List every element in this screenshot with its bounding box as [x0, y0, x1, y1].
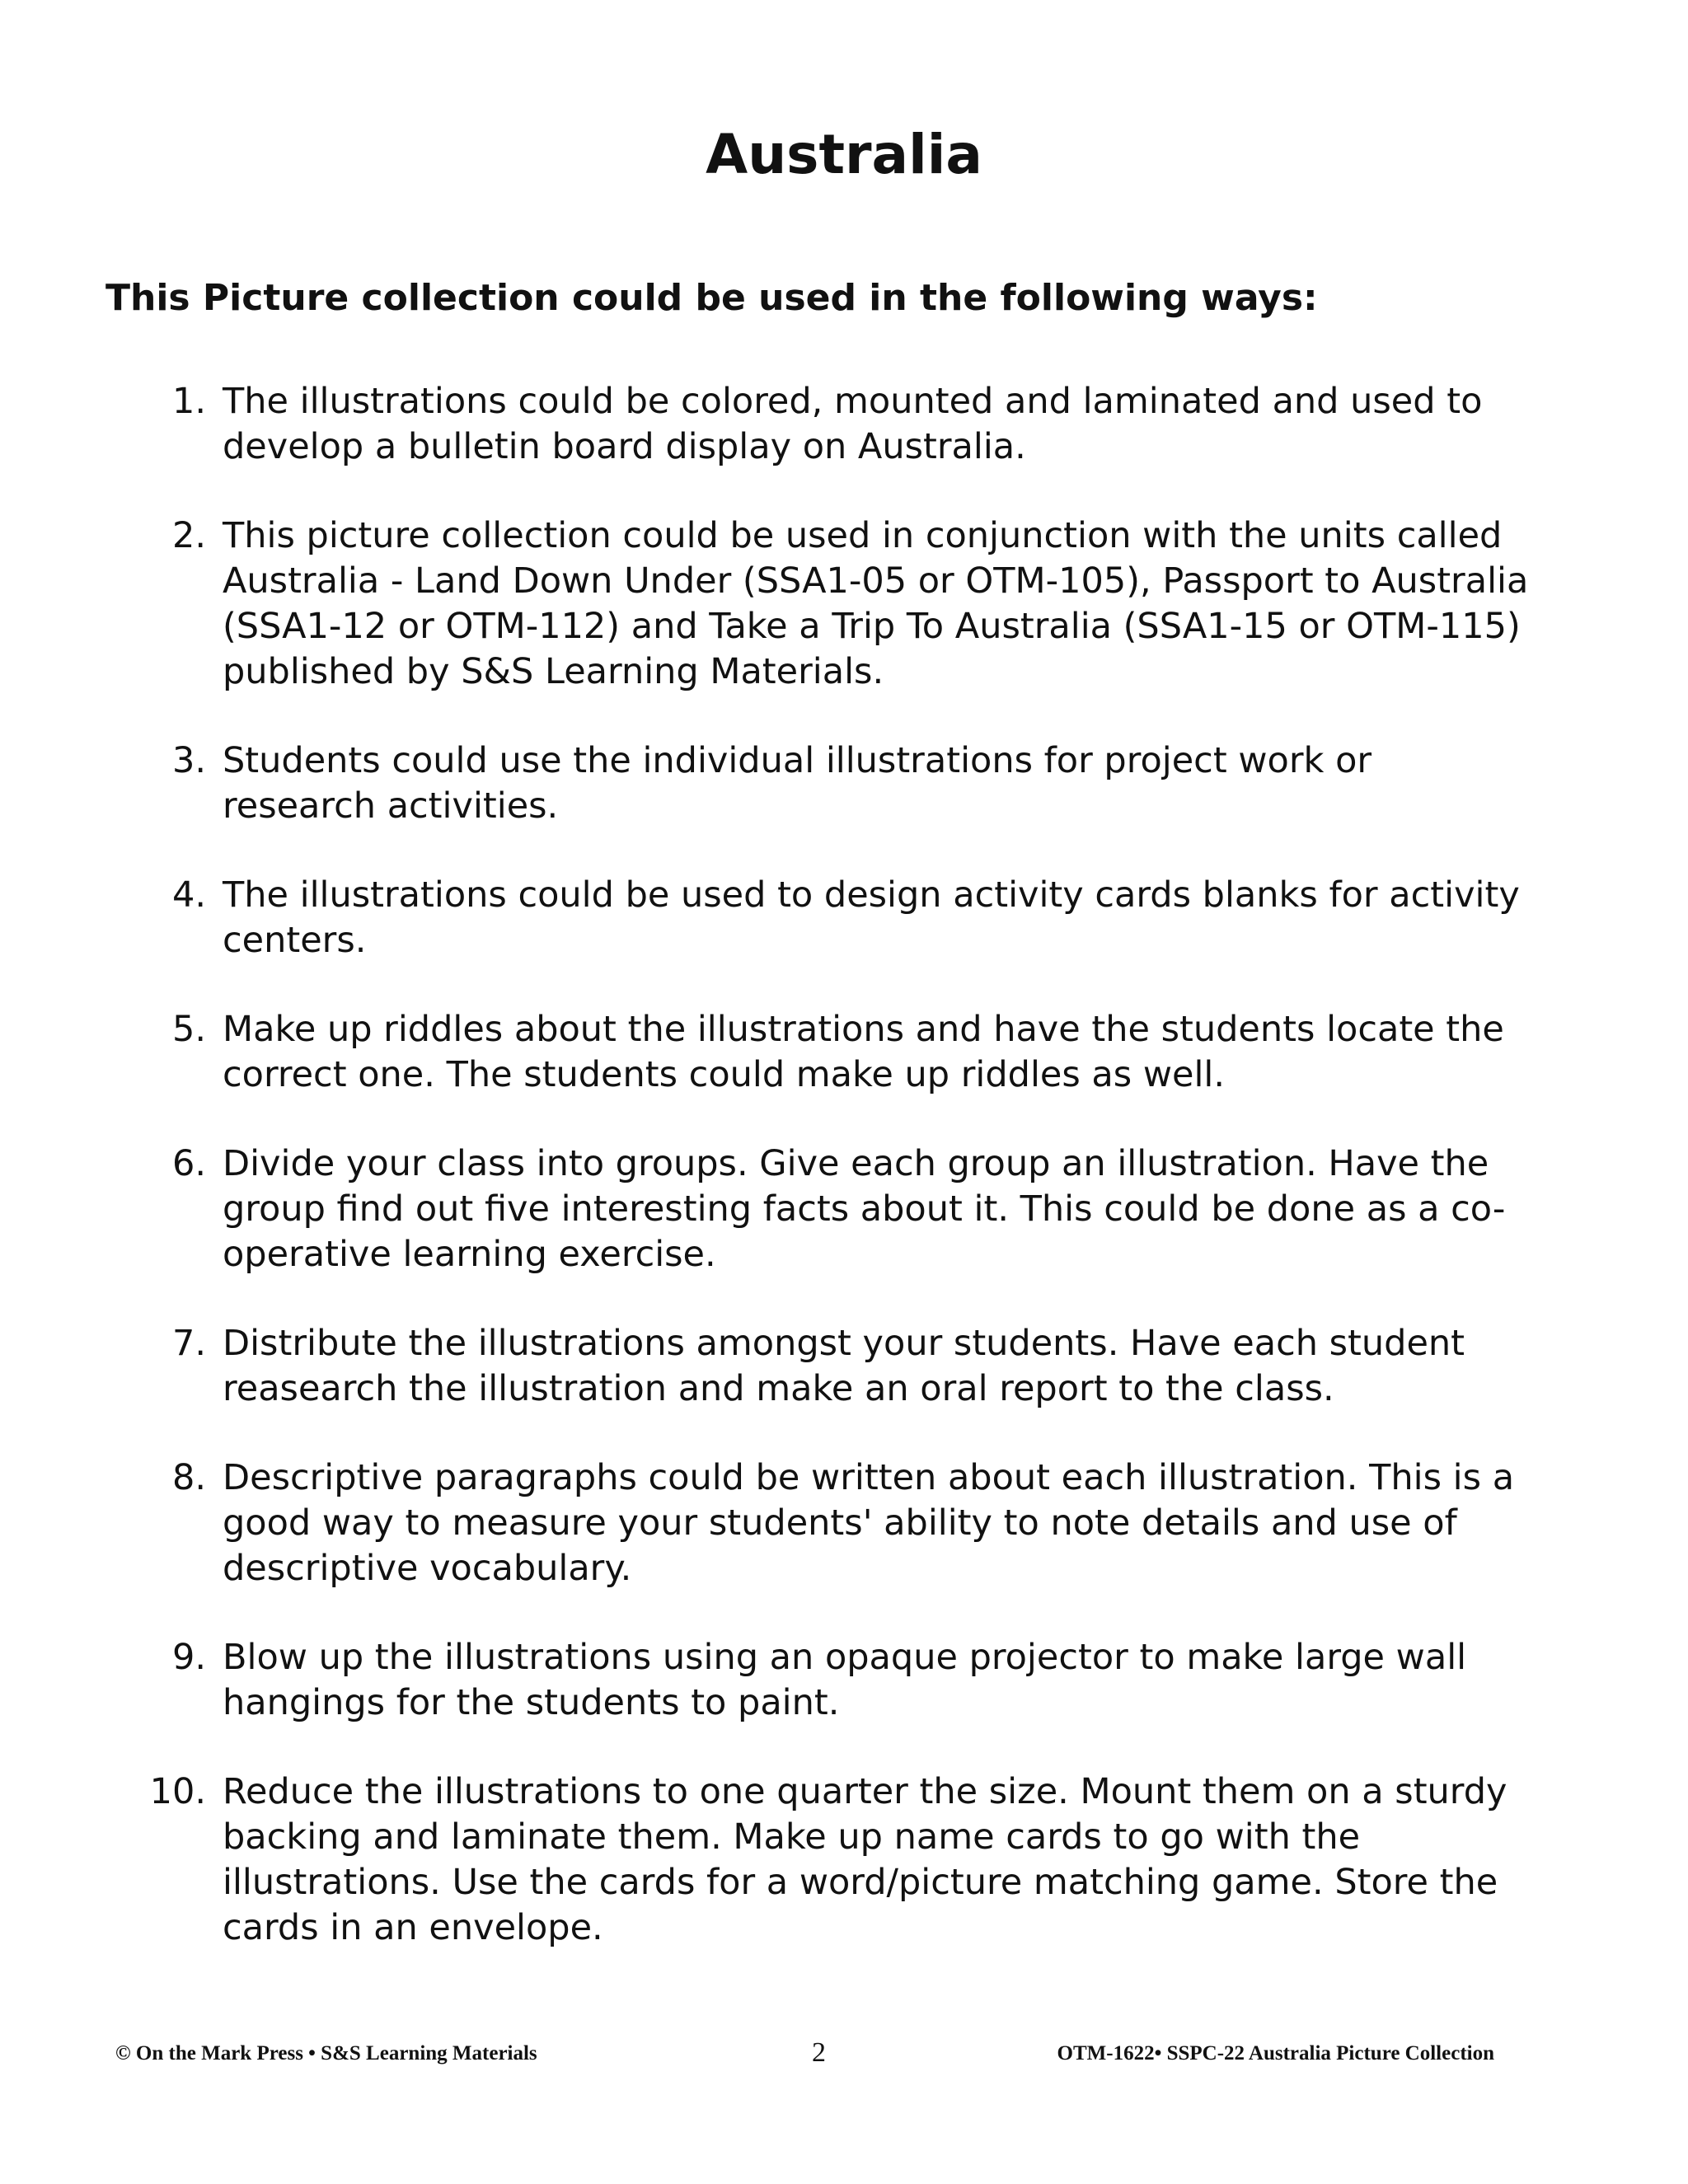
item-number: 2. — [171, 515, 206, 556]
list-item — [148, 1769, 1533, 1951]
list-item — [148, 873, 1533, 963]
page-number: 2 — [812, 2037, 826, 2068]
item-text: Divide your class into groups. Give each group an illustration. Have the group find out five interesting facts about it. This could be done as a co-operative learning exercise. — [223, 1143, 1506, 1275]
item-text: Descriptive paragraphs could be written about each illustration. This is a good way to measure your students' ability to note details and use of descriptive vocabulary. — [223, 1457, 1515, 1589]
item-number: 9. — [171, 1637, 206, 1678]
list-item — [148, 738, 1533, 829]
list-item — [148, 1007, 1533, 1098]
list-item — [148, 1635, 1533, 1726]
list-item — [148, 513, 1533, 695]
item-text: This picture collection could be used in conjunction with the units called Australia - Land Down Under (SSA1-05 or OTM-105), Passport to Australia (SSA1-12 or OTM-112) and Take a Trip To Australia (SSA1-15 or OTM-115) published by S&S Learning Materials. — [223, 515, 1529, 692]
ways-list — [148, 379, 1533, 1994]
item-text: Make up riddles about the illustrations and have the students locate the correct one. The students could make up riddles as well. — [223, 1009, 1504, 1095]
item-text: Students could use the individual illustrations for project work or research activities. — [223, 740, 1372, 827]
list-item — [148, 1141, 1533, 1277]
item-number: 3. — [171, 740, 206, 781]
item-number: 7. — [171, 1323, 206, 1364]
intro-heading: This Picture collection could be used in the following ways: — [106, 277, 1318, 319]
item-number: 1. — [171, 381, 206, 422]
footer-publisher: © On the Mark Press • S&S Learning Materials — [115, 2042, 537, 2064]
footer-product-code: OTM-1622• SSPC-22 Australia Picture Collection — [1057, 2042, 1494, 2064]
item-number: 8. — [171, 1457, 206, 1498]
item-number: 10. — [149, 1771, 206, 1812]
list-item — [148, 1321, 1533, 1412]
item-number: 6. — [171, 1143, 206, 1184]
item-text: Reduce the illustrations to one quarter the size. Mount them on a sturdy backing and laminate them. Make up name cards to go with the illustrations. Use the cards for a word/picture matching game. Store the cards in an envelope. — [223, 1771, 1507, 1948]
item-text: Blow up the illustrations using an opaque projector to make large wall hangings for the students to paint. — [223, 1637, 1467, 1723]
list-item — [148, 1455, 1533, 1591]
item-text: The illustrations could be colored, mounted and laminated and used to develop a bulletin board display on Australia. — [223, 381, 1483, 467]
item-number: 5. — [171, 1009, 206, 1050]
list-item — [148, 379, 1533, 470]
page-title: Australia — [706, 123, 982, 186]
item-text: Distribute the illustrations amongst your students. Have each student reasearch the illustration and make an oral report to the class. — [223, 1323, 1465, 1409]
item-text: The illustrations could be used to design activity cards blanks for activity centers. — [223, 874, 1520, 961]
item-number: 4. — [171, 874, 206, 916]
